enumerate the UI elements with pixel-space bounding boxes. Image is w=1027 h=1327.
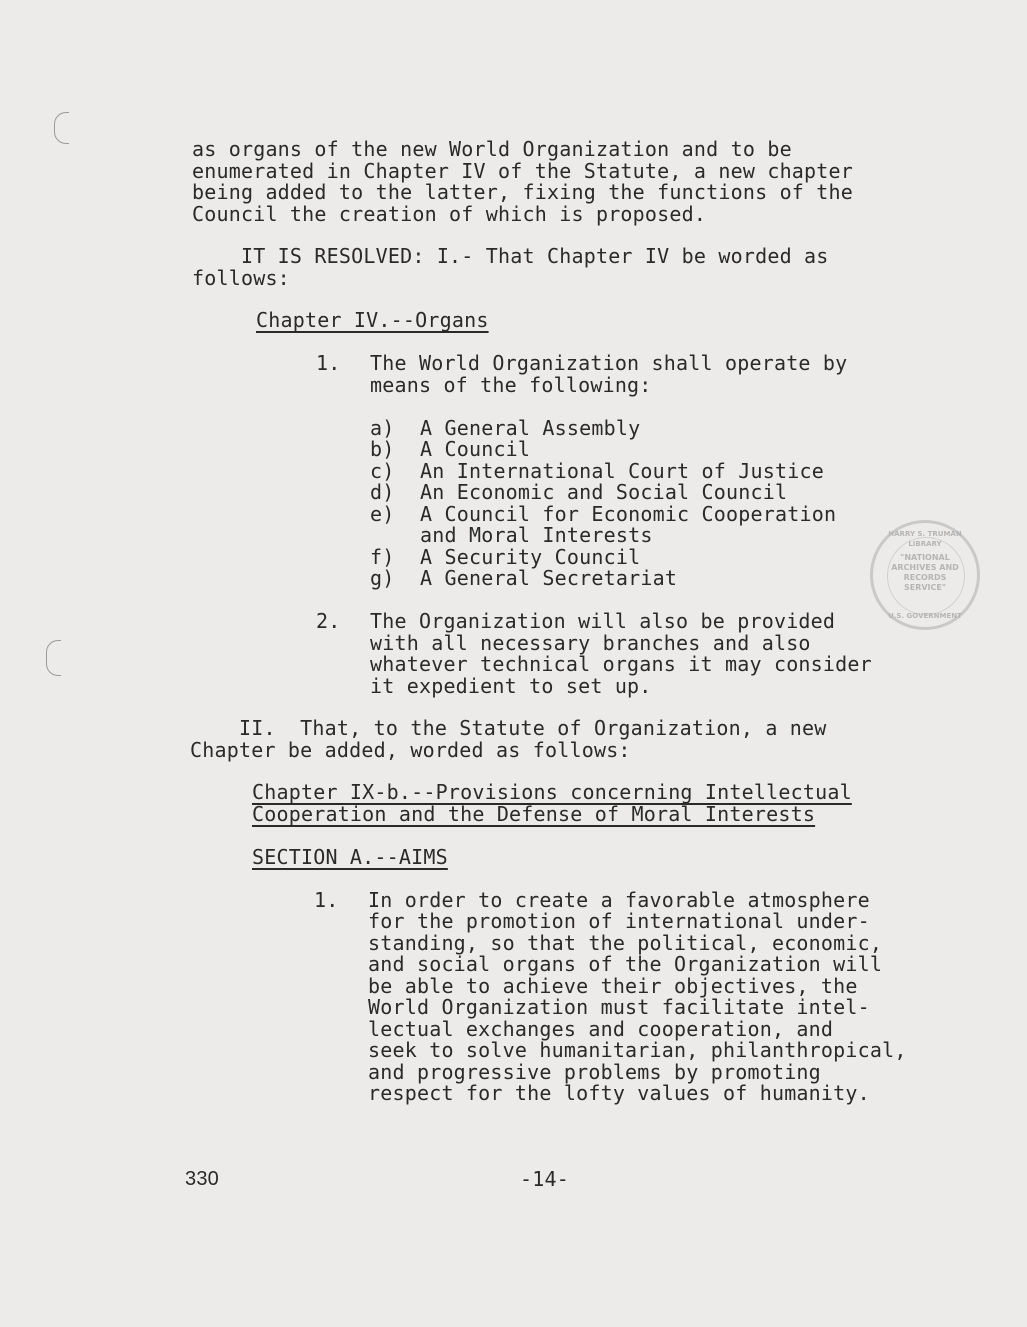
text-line: be able to achieve their objectives, the — [368, 974, 858, 998]
text-line: with all necessary branches and also — [370, 631, 811, 655]
organ-item: An Economic and Social Council — [420, 480, 788, 504]
stamp-text: SERVICE" — [903, 583, 947, 592]
text-line: II. That, to the Statute of Organization, a new — [190, 716, 827, 740]
item-number: 1. — [316, 351, 341, 375]
organ-letter: a) — [370, 416, 395, 440]
archive-stamp — [870, 520, 980, 630]
text-line: In order to create a favorable atmosphere — [368, 888, 870, 912]
page-number: -14- — [520, 1167, 569, 1191]
organ-item: A General Assembly — [420, 416, 641, 440]
text-line: as organs of the new World Organization and to be — [192, 137, 792, 161]
binding-mark — [54, 112, 69, 144]
text-line: for the promotion of international under- — [368, 909, 870, 933]
organ-letter: f) — [370, 545, 395, 569]
organ-letter: e) — [370, 502, 395, 526]
text-line: respect for the lofty values of humanity. — [368, 1081, 870, 1105]
organ-item: A Council — [420, 437, 531, 461]
section-a-heading: SECTION A.--AIMS — [252, 845, 448, 869]
text-line: The World Organization shall operate by — [370, 351, 848, 375]
item-number: 2. — [316, 609, 341, 633]
text-line: and social organs of the Organization will — [368, 952, 883, 976]
text-line: World Organization must facilitate intel- — [368, 995, 870, 1019]
text-line: enumerated in Chapter IV of the Statute, a new chapter — [192, 159, 854, 183]
organ-item: A General Secretariat — [420, 566, 678, 590]
text-line: and progressive problems by promoting — [368, 1060, 821, 1084]
text-line: Council the creation of which is proposed. — [192, 202, 707, 226]
heading-line: Chapter IX-b.--Provisions concerning Intellectual — [252, 780, 852, 804]
organ-letter: d) — [370, 480, 395, 504]
text-line: means of the following: — [370, 373, 652, 397]
document-number: 330 — [185, 1168, 219, 1190]
stamp-text: "NATIONAL — [900, 553, 950, 562]
heading-line: Cooperation and the Defense of Moral Interests — [252, 802, 816, 826]
organ-item: An International Court of Justice — [420, 459, 824, 483]
text-line: whatever technical organs it may consider — [370, 652, 872, 676]
text-line: The Organization will also be provided — [370, 609, 836, 633]
stamp-text: ARCHIVES AND — [891, 563, 959, 572]
text-line: IT IS RESOLVED: I.- That Chapter IV be worded as — [192, 244, 829, 268]
text-line: being added to the latter, fixing the functions of the — [192, 180, 854, 204]
text-line: seek to solve humanitarian, philanthropical, — [368, 1038, 907, 1062]
chapter-4-heading: Chapter IV.--Organs — [256, 308, 489, 332]
organ-item: and Moral Interests — [420, 523, 653, 547]
organ-item: A Security Council — [420, 545, 641, 569]
organ-letter: b) — [370, 437, 395, 461]
organ-letter: c) — [370, 459, 395, 483]
text-line: follows: — [192, 266, 290, 290]
text-line: standing, so that the political, economic, — [368, 931, 883, 955]
text-line: Chapter be added, worded as follows: — [190, 738, 631, 762]
stamp-text: HARRY S. TRUMAN LIBRARY — [888, 530, 962, 548]
stamp-text: RECORDS — [903, 573, 947, 582]
item-number: 1. — [314, 888, 339, 912]
text-line: lectual exchanges and cooperation, and — [368, 1017, 834, 1041]
binding-mark — [46, 640, 61, 676]
text-line: it expedient to set up. — [370, 674, 652, 698]
organ-item: A Council for Economic Cooperation — [420, 502, 837, 526]
organ-letter: g) — [370, 566, 395, 590]
stamp-text: U.S. GOVERNMENT — [888, 612, 962, 620]
